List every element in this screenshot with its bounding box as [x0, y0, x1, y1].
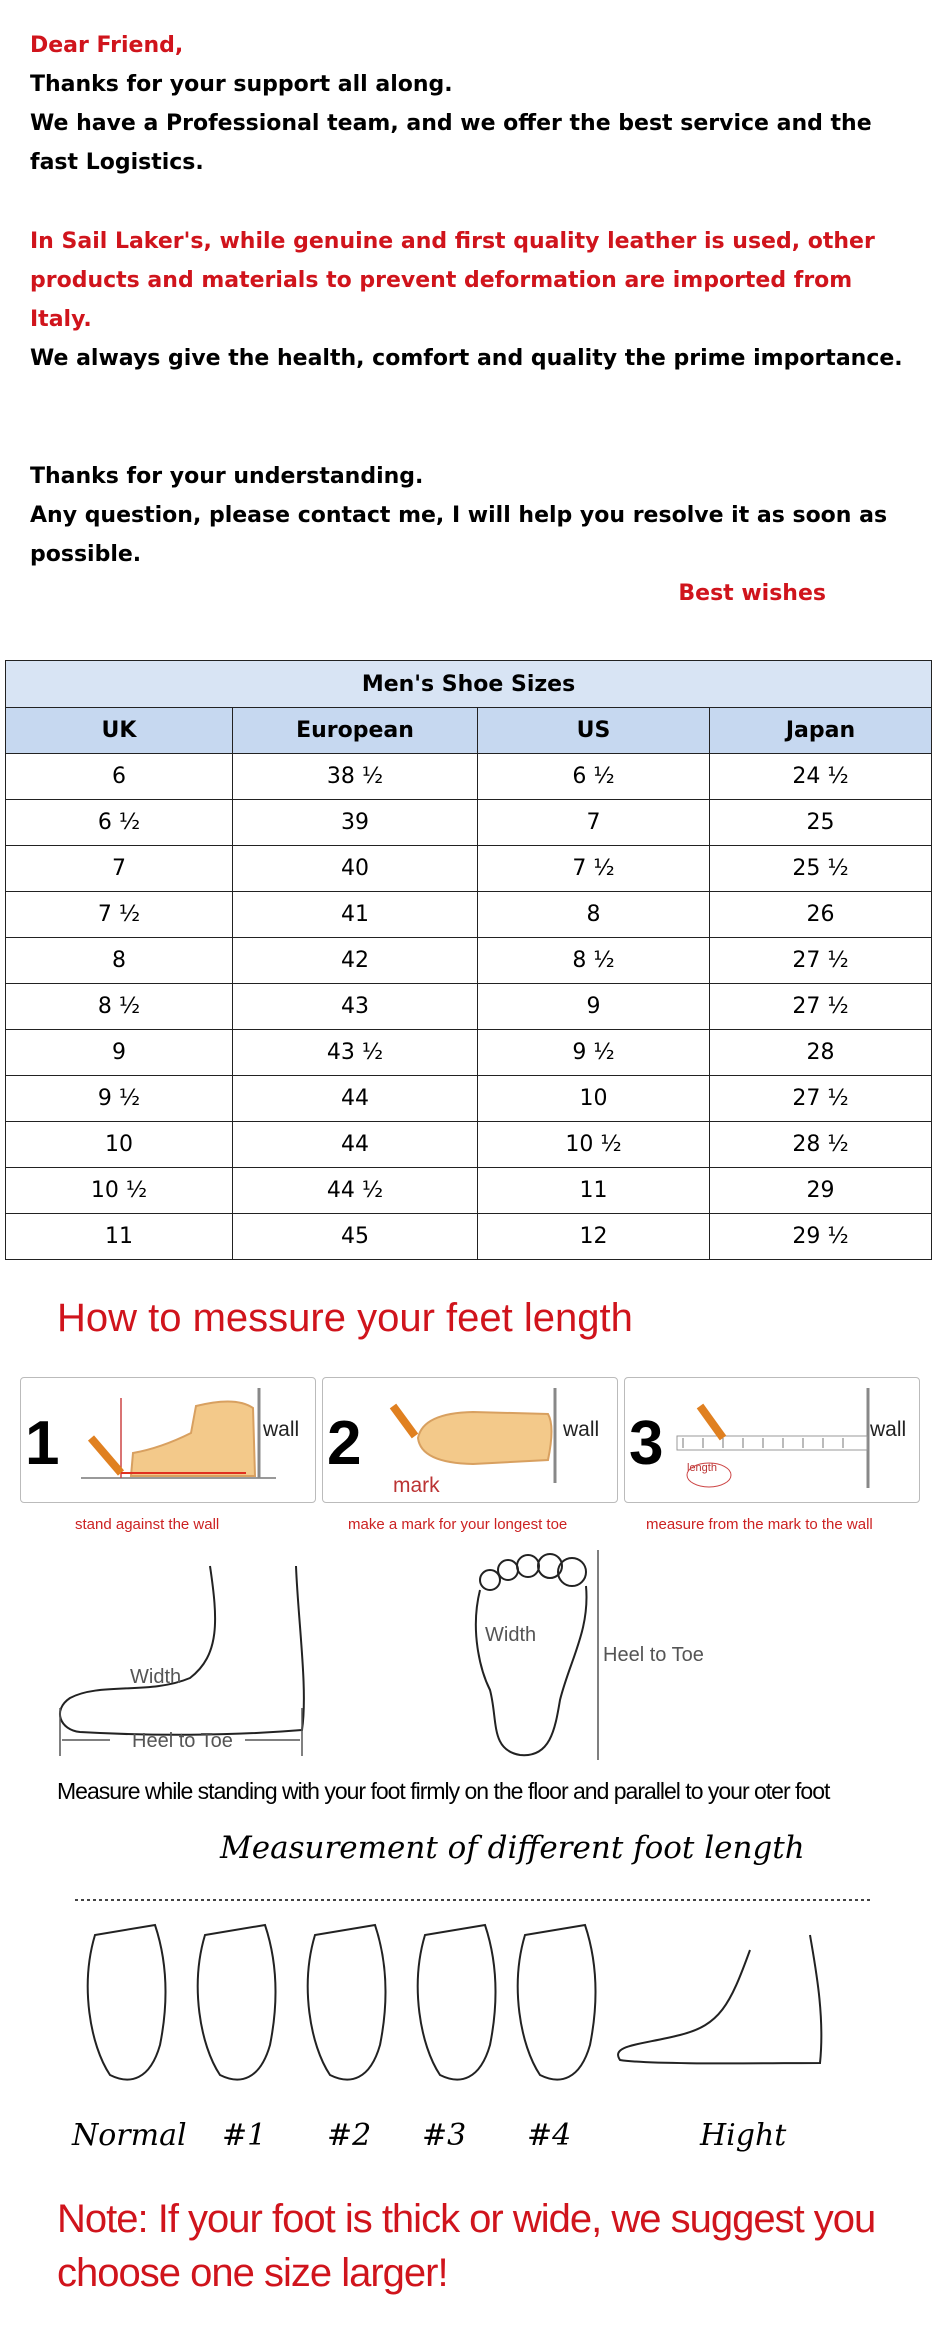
table-cell: 7 ½: [478, 846, 710, 892]
table-cell: 11: [478, 1168, 710, 1214]
table-cell: 38 ½: [233, 754, 478, 800]
header-us: US: [478, 708, 710, 754]
step-3-length-label: length: [687, 1462, 717, 1474]
header-japan: Japan: [710, 708, 932, 754]
table-cell: 26: [710, 892, 932, 938]
table-cell: 9 ½: [478, 1030, 710, 1076]
step-1-panel: [20, 1377, 316, 1503]
table-cell: 7 ½: [6, 892, 233, 938]
step-2-mark-label: mark: [393, 1474, 440, 1497]
letter-line-4: Thanks for your understanding.: [30, 464, 424, 489]
table-cell: 43: [233, 984, 478, 1030]
table-cell: 42: [233, 938, 478, 984]
size-table: [5, 660, 932, 1260]
table-cell: 9: [478, 984, 710, 1030]
table-cell: 45: [233, 1214, 478, 1260]
table-row: [6, 1122, 932, 1168]
foot-type-normal: Normal: [72, 2118, 187, 2153]
table-row: [6, 800, 932, 846]
guide-title: How to messure your feet length: [57, 1296, 633, 1340]
table-cell: 44: [233, 1122, 478, 1168]
step-3-wall-label: wall: [870, 1418, 907, 1441]
table-cell: 6 ½: [478, 754, 710, 800]
table-cell: 8 ½: [478, 938, 710, 984]
table-cell: 6: [6, 754, 233, 800]
table-row: [6, 892, 932, 938]
header-european: European: [233, 708, 478, 754]
letter-red-paragraph: In Sail Laker's, while genuine and first quality leather is used, other products and materials to prevent deformation are imported from Italy.: [30, 229, 875, 332]
foot-types-outlines: [70, 1895, 890, 2085]
table-cell: 28: [710, 1030, 932, 1076]
top-width-label: Width: [485, 1624, 537, 1646]
letter-line-2: We have a Professional team, and we offer the best service and the fast Logistics.: [30, 111, 872, 175]
table-cell: 6 ½: [6, 800, 233, 846]
step-2-caption: make a mark for your longest toe: [348, 1516, 568, 1533]
foot-type-3: #3: [422, 2118, 467, 2153]
foot-top-icon: [323, 1378, 617, 1502]
table-row: [6, 754, 932, 800]
table-cell: 25 ½: [710, 846, 932, 892]
table-cell: 9: [6, 1030, 233, 1076]
table-cell: 41: [233, 892, 478, 938]
table-cell: 40: [233, 846, 478, 892]
table-cell: 10 ½: [478, 1122, 710, 1168]
header-uk: UK: [6, 708, 233, 754]
foot-type-4: #4: [527, 2118, 572, 2153]
size-table-body: [6, 754, 932, 1260]
table-cell: 9 ½: [6, 1076, 233, 1122]
foot-type-1: #1: [222, 2118, 267, 2153]
table-cell: 24 ½: [710, 754, 932, 800]
foot-side-icon: [21, 1378, 315, 1502]
measure-instruction: Measure while standing with your foot firmly on the floor and parallel to your oter foot: [57, 1778, 830, 1804]
table-row: [6, 1030, 932, 1076]
step-1-wall-label: wall: [263, 1418, 300, 1441]
step-1-number: 1: [25, 1409, 60, 1478]
step-3-number: 3: [629, 1409, 664, 1478]
table-row: [6, 1214, 932, 1260]
foot-types-title: Measurement of different foot length: [220, 1830, 805, 1866]
ruler-icon: [625, 1378, 919, 1502]
table-cell: 44 ½: [233, 1168, 478, 1214]
size-table-header-row: [6, 708, 932, 754]
size-note: Note: If your foot is thick or wide, we suggest you choose one size larger!: [57, 2197, 876, 2295]
table-row: [6, 1076, 932, 1122]
step-2-panel: [322, 1377, 618, 1503]
table-cell: 28 ½: [710, 1122, 932, 1168]
table-cell: 7: [6, 846, 233, 892]
table-cell: 27 ½: [710, 1076, 932, 1122]
table-cell: 29 ½: [710, 1214, 932, 1260]
table-cell: 43 ½: [233, 1030, 478, 1076]
table-cell: 39: [233, 800, 478, 846]
foot-type-2: #2: [327, 2118, 372, 2153]
top-heel-to-toe-label: Heel to Toe: [603, 1644, 704, 1666]
step-2-number: 2: [327, 1409, 362, 1478]
table-cell: 7: [478, 800, 710, 846]
table-cell: 10: [478, 1076, 710, 1122]
size-table-title: Men's Shoe Sizes: [6, 661, 932, 708]
foot-type-high: Hight: [700, 2118, 787, 2153]
table-cell: 8: [6, 938, 233, 984]
letter-line-3: We always give the health, comfort and quality the prime importance.: [30, 346, 903, 371]
greeting: Dear Friend,: [30, 33, 184, 58]
letter: [30, 26, 910, 613]
table-cell: 8: [478, 892, 710, 938]
table-cell: 10: [6, 1122, 233, 1168]
table-cell: 29: [710, 1168, 932, 1214]
table-cell: 12: [478, 1214, 710, 1260]
table-cell: 10 ½: [6, 1168, 233, 1214]
table-cell: 25: [710, 800, 932, 846]
table-row: [6, 938, 932, 984]
table-row: [6, 984, 932, 1030]
table-cell: 44: [233, 1076, 478, 1122]
table-cell: 8 ½: [6, 984, 233, 1030]
side-width-label: Width: [130, 1666, 182, 1688]
table-row: [6, 1168, 932, 1214]
step-1-caption: stand against the wall: [75, 1516, 220, 1533]
table-cell: 11: [6, 1214, 233, 1260]
table-row: [6, 846, 932, 892]
table-cell: 27 ½: [710, 984, 932, 1030]
side-heel-to-toe-label: Heel to Toe: [132, 1730, 233, 1752]
step-2-wall-label: wall: [563, 1418, 600, 1441]
step-3-panel: [624, 1377, 920, 1503]
letter-line-1: Thanks for your support all along.: [30, 72, 453, 97]
signoff: Best wishes: [678, 581, 826, 606]
step-3-caption: measure from the mark to the wall: [646, 1516, 873, 1533]
letter-line-5: Any question, please contact me, I will help you resolve it as soon as possible.: [30, 503, 888, 567]
table-cell: 27 ½: [710, 938, 932, 984]
